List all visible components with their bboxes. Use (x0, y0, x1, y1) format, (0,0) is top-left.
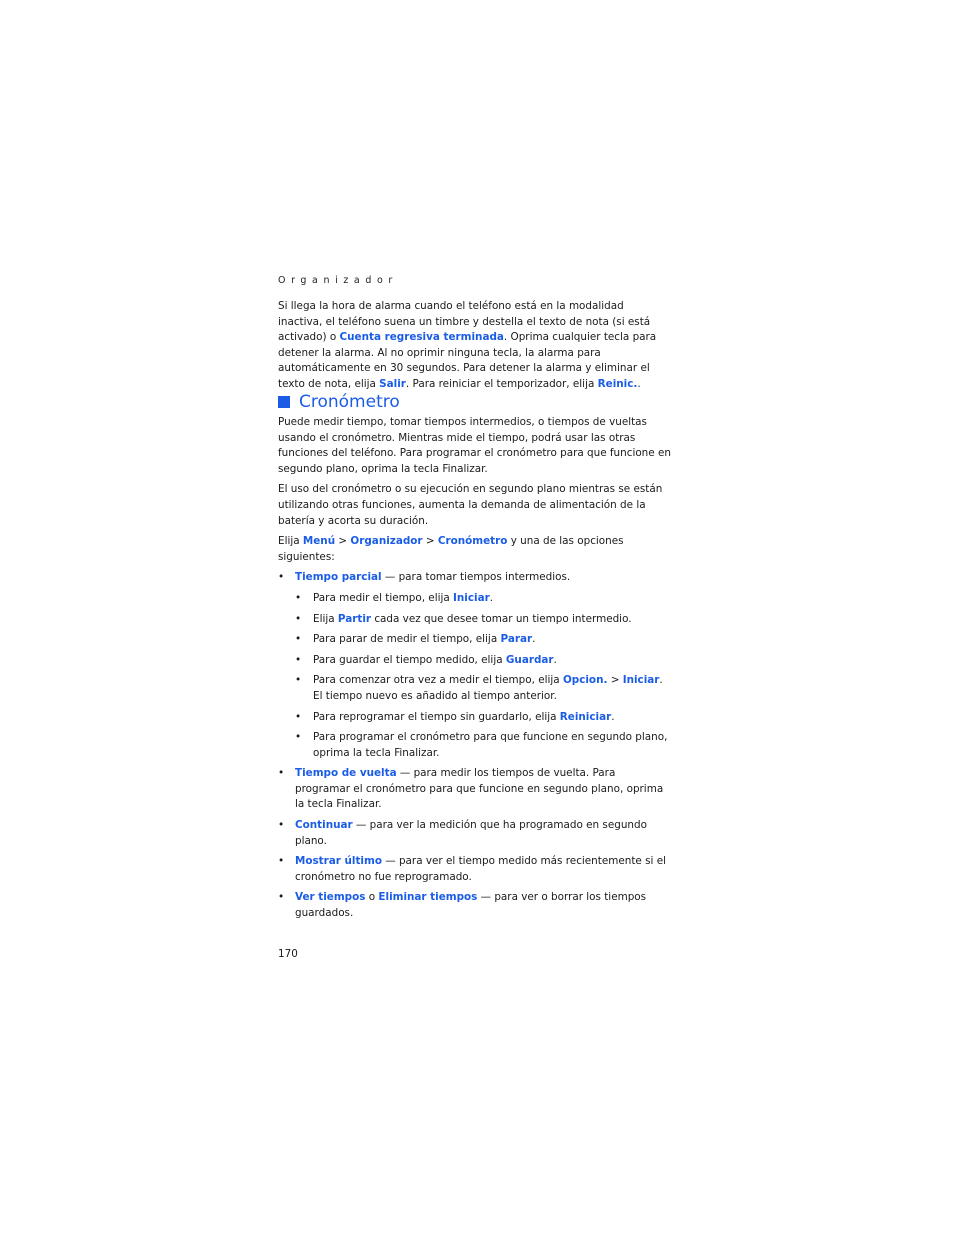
sub-item-guardar (295, 653, 673, 669)
keyword-iniciar: Iniciar (453, 591, 490, 604)
intro-text-4: . (637, 377, 641, 390)
menu-path-separator: > (422, 535, 438, 548)
keyword-tiempo-parcial: Tiempo parcial (295, 571, 382, 584)
keyword-partir: Partir (337, 612, 372, 625)
paragraph-battery-note: El uso del cronómetro o su ejecución en segundo plano mientras se están utilizando otras funciones, aumenta la demanda de alimentación de la batería y acorta su duración. (278, 483, 663, 527)
keyword-parar: Parar (500, 633, 533, 646)
intro-text-2: . Oprima cualquier tecla para detener la alarma. Al no oprimir ninguna tecla, la alarma para automáticamente en 30 segundos. Para detener la alarma y eliminar el texto de nota, elija (278, 331, 657, 390)
sub-item-opcion-iniciar (295, 673, 673, 704)
sub-item-text: cada vez que desee tomar un tiempo intermedio. (371, 612, 632, 625)
item-description: — para ver o borrar los tiempos guardados. (295, 891, 647, 920)
keyword-cronometro: Cronómetro (437, 535, 508, 548)
sub-item-parar (295, 632, 673, 648)
keyword-eliminar-tiempos: Eliminar tiempos (378, 891, 478, 904)
keyword-tiempo-vuelta: Tiempo de vuelta (295, 767, 397, 780)
sub-item-finalizar: • Para programar el cronómetro para que funcione en segundo plano, oprima la tecla Finalizar. (295, 730, 673, 761)
sub-item-text: Para guardar el tiempo medido, elija (313, 653, 506, 666)
running-header: Organizador (278, 275, 398, 286)
sub-item-text: Para parar de medir el tiempo, elija (313, 633, 501, 646)
sub-item-reiniciar (295, 710, 673, 726)
sub-options-list (295, 591, 673, 761)
sub-item-text: Elija (313, 612, 338, 625)
menu-path-paragraph (278, 534, 673, 565)
item-conjunction: o (365, 891, 379, 904)
sub-item-partir (295, 612, 673, 628)
keyword-organizador: Organizador (350, 535, 423, 548)
options-list (278, 570, 673, 921)
intro-paragraph (278, 299, 670, 393)
list-item-mostrar-ultimo (278, 854, 673, 885)
sub-item-iniciar (295, 591, 673, 607)
list-item-ver-tiempos (278, 890, 673, 921)
list-item-tiempo-parcial (278, 570, 673, 761)
section-body (278, 415, 673, 927)
keyword-reiniciar: Reiniciar (559, 710, 612, 723)
keyword-mostrar-ultimo: Mostrar último (295, 855, 382, 868)
sub-item-text: . (532, 633, 536, 646)
sub-item-text: > (607, 674, 623, 687)
section-heading (278, 392, 400, 412)
keyword-ver-tiempos: Ver tiempos (295, 891, 366, 904)
section-title: Cronómetro (299, 392, 400, 412)
sub-item-text: Para reprogramar el tiempo sin guardarlo, elija (313, 710, 560, 723)
menu-path-separator: > (335, 535, 351, 548)
keyword-cuenta-regresiva: Cuenta regresiva terminada (339, 331, 504, 344)
sub-item-text: . (489, 591, 494, 604)
sub-item-text: . (611, 710, 615, 723)
keyword-opcion: Opcion. (562, 674, 608, 687)
list-item-tiempo-vuelta (278, 766, 673, 813)
sub-item-text: . El tiempo nuevo es añadido al tiempo anterior. (313, 674, 663, 702)
paragraph-description: Puede medir tiempo, tomar tiempos intermedios, o tiempos de vueltas usando el cronómetro. Mientras mide el tiempo, podrá usar las otras funciones del teléfono. Para programar el cronómetro para que funcione en segundo plano, oprima la tecla Finalizar. (278, 416, 671, 475)
menu-path-text: y una de las opciones siguientes: (278, 535, 624, 563)
list-item-continuar (278, 818, 673, 849)
intro-text-3: . Para reiniciar el temporizador, elija (405, 377, 598, 390)
sub-item-text: Para comenzar otra vez a medir el tiempo, elija (313, 674, 563, 687)
item-description: — para ver la medición que ha programado en segundo plano. (295, 819, 647, 847)
keyword-iniciar: Iniciar (622, 674, 660, 687)
square-bullet-icon (278, 396, 290, 408)
keyword-continuar: Continuar (295, 819, 353, 832)
keyword-menu: Menú (302, 535, 336, 548)
keyword-salir: Salir (379, 377, 406, 390)
sub-item-text: Para medir el tiempo, elija (313, 591, 454, 604)
item-description: — para tomar tiempos intermedios. (381, 571, 571, 584)
keyword-reinic: Reinic. (597, 377, 638, 390)
page-number: 170 (278, 948, 298, 960)
menu-path-text: Elija (278, 535, 303, 548)
item-description: — para ver el tiempo medido más recientemente si el cronómetro no fue reprogramado. (295, 855, 666, 883)
intro-text-1: Si llega la hora de alarma cuando el teléfono está en la modalidad inactiva, el teléfono suena un timbre y destella el texto de nota (si está activado) o (278, 300, 651, 344)
sub-item-text: . (553, 653, 557, 666)
keyword-guardar: Guardar (505, 653, 554, 666)
item-description: — para medir los tiempos de vuelta. Para programar el cronómetro para que funcione en segundo plano, oprima la tecla Finalizar. (295, 767, 664, 811)
